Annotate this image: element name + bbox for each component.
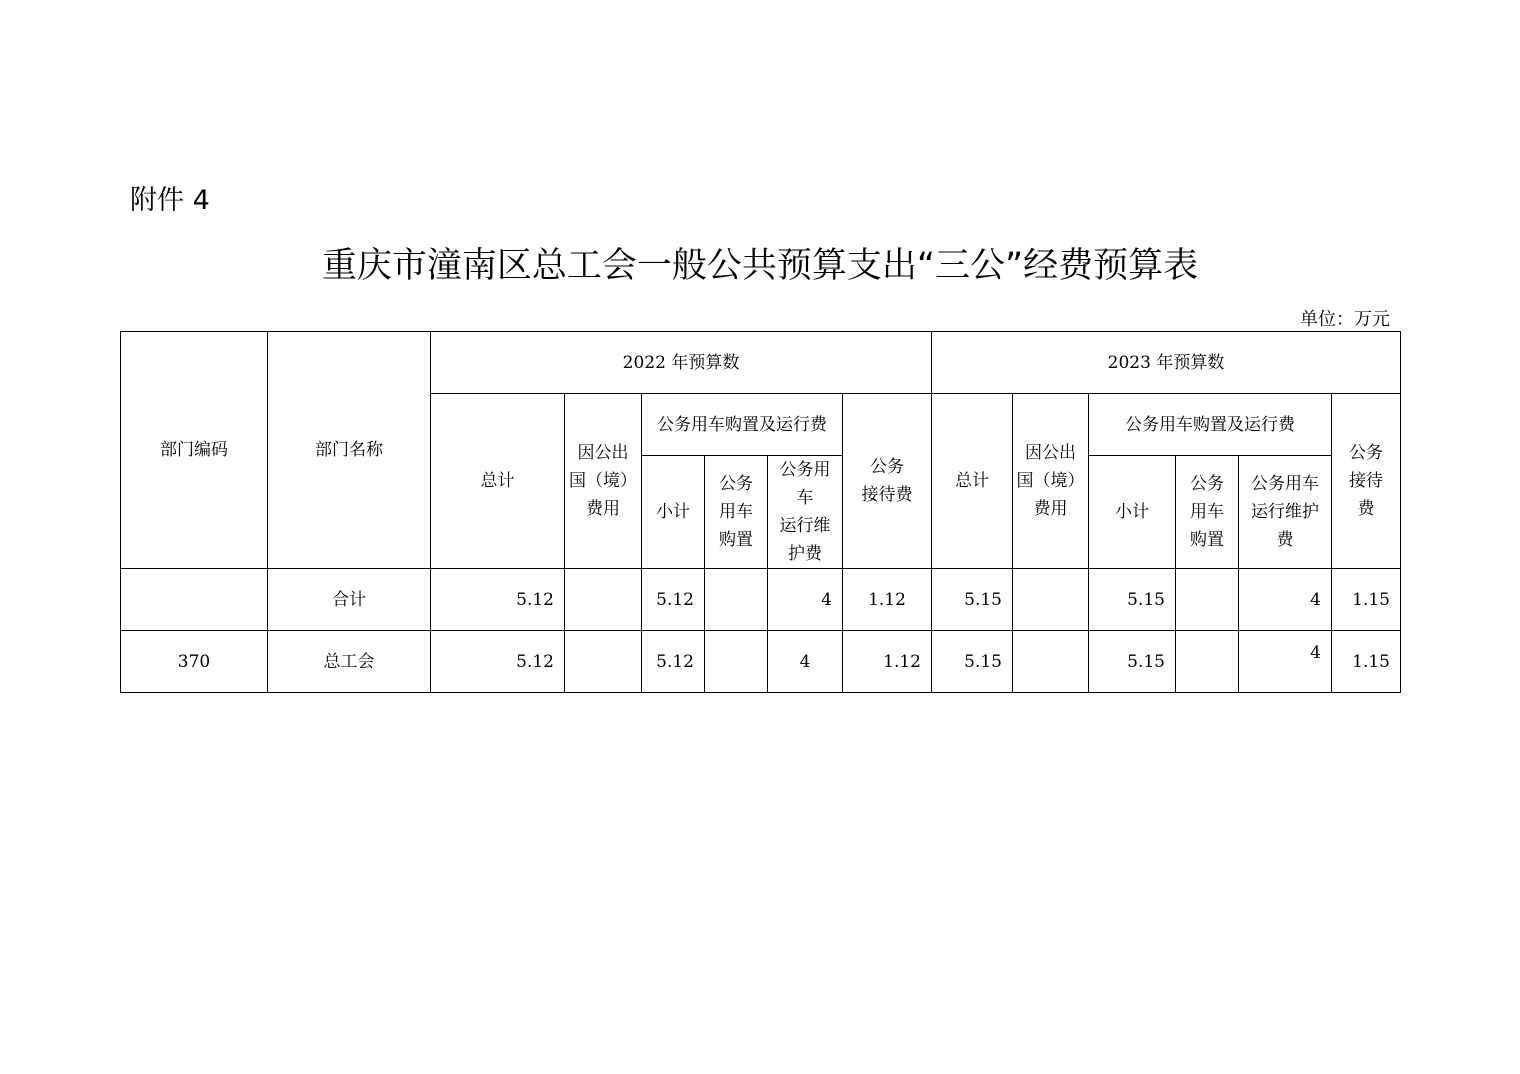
cell-2022-reception: 1.12 [843,631,932,693]
cell-2023-total: 5.15 [932,569,1013,631]
cell-2023-purchase [1176,631,1239,693]
header-2023-maint: 公务用车 运行维护 费 [1239,456,1332,569]
header-2023-subtotal: 小计 [1089,456,1176,569]
header-2023-vehicle: 公务用车购置及运行费 [1089,394,1332,456]
unit-label: 单位：万元 [1300,309,1390,330]
header-2022-purchase: 公务 用车 购置 [705,456,768,569]
header-dept-code: 部门编码 [121,332,268,569]
cell-2022-purchase [705,569,768,631]
cell-code [121,569,268,631]
cell-2023-abroad [1013,631,1089,693]
header-2022-vehicle: 公务用车购置及运行费 [642,394,843,456]
cell-2022-subtotal: 5.12 [642,631,705,693]
cell-name: 总工会 [268,631,431,693]
cell-2023-total: 5.15 [932,631,1013,693]
cell-name: 合计 [268,569,431,631]
cell-2022-total: 5.12 [431,569,565,631]
attachment-label: 附件 4 [130,185,210,216]
header-2022-total: 总计 [431,394,565,569]
table-row [121,569,1401,631]
cell-2023-reception: 1.15 [1332,631,1401,693]
cell-2023-subtotal: 5.15 [1089,631,1176,693]
cell-2023-maint: 4 [1239,631,1332,693]
cell-2023-abroad [1013,569,1089,631]
cell-2023-subtotal: 5.15 [1089,569,1176,631]
cell-2022-reception: 1.12 [843,569,932,631]
cell-2023-reception: 1.15 [1332,569,1401,631]
header-2022-subtotal: 小计 [642,456,705,569]
header-2023-reception: 公务 接待 费 [1332,394,1401,569]
cell-2023-maint: 4 [1239,569,1332,631]
header-2022-abroad: 因公出 国（境） 费用 [565,394,642,569]
cell-2022-purchase [705,631,768,693]
header-2022-reception: 公务 接待费 [843,394,932,569]
cell-2022-maint: 4 [768,569,843,631]
header-2023-total: 总计 [932,394,1013,569]
header-2023-purchase: 公务 用车 购置 [1176,456,1239,569]
header-2022-maint: 公务用 车 运行维 护费 [768,456,843,569]
header-2023: 2023 年预算数 [932,332,1401,394]
cell-2022-total: 5.12 [431,631,565,693]
cell-2022-abroad [565,631,642,693]
cell-2022-maint: 4 [768,631,843,693]
header-dept-name: 部门名称 [268,332,431,569]
cell-2022-subtotal: 5.12 [642,569,705,631]
cell-2022-abroad [565,569,642,631]
table-row [121,631,1401,693]
cell-2023-purchase [1176,569,1239,631]
header-2022: 2022 年预算数 [431,332,932,394]
header-2023-abroad: 因公出 国（境） 费用 [1013,394,1089,569]
cell-code: 370 [121,631,268,693]
budget-table [120,331,1401,693]
page-title: 重庆市潼南区总工会一般公共预算支出“三公”经费预算表 [321,246,1199,286]
